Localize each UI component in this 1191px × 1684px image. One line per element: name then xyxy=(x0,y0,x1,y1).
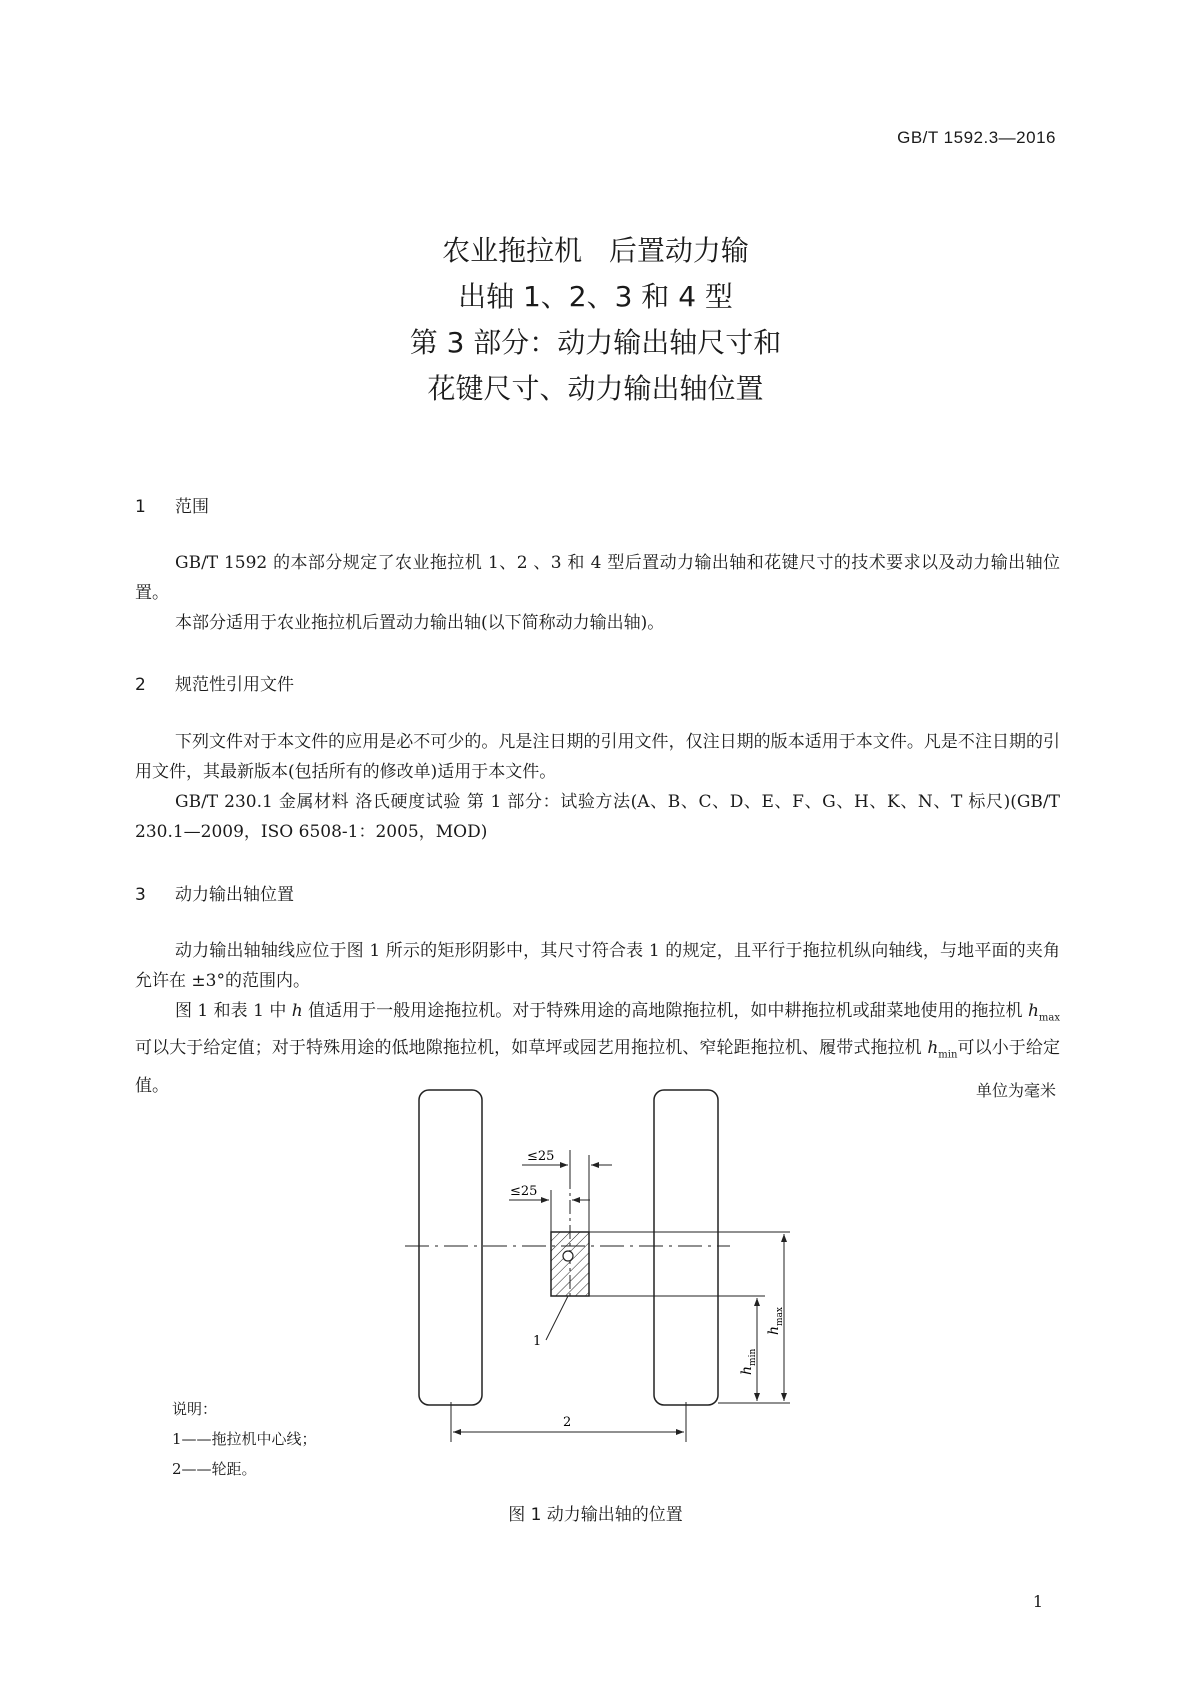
right-wheel xyxy=(654,1090,718,1405)
section-2-reference: GB/T 230.1 金属材料 洛氏硬度试验 第 1 部分：试验方法(A、B、C、D、E、F、G、H、K、N、T 标尺)(GB/T 230.1—2009，ISO 6508-1：2005，MOD) xyxy=(135,792,1060,842)
hmin-subscript: min xyxy=(748,1348,758,1366)
section-3-paragraph-2 xyxy=(135,996,1060,1101)
text-run: 图 1 和表 1 中 xyxy=(175,1001,287,1021)
hmax-subscript: max xyxy=(775,1306,785,1326)
text-run: 可以大于给定值；对于特殊用途的低地隙拖拉机，如草坪或园艺用拖拉机、窄轮距拖拉机、履带式拖拉机 xyxy=(135,1038,922,1059)
legend-item-1: 1——拖拉机中心线； xyxy=(172,1430,317,1448)
callout-1: 1 xyxy=(533,1334,542,1349)
document-title xyxy=(0,228,1191,412)
pto-shaft-center xyxy=(563,1251,573,1261)
legend-item-2: 2——轮距。 xyxy=(172,1460,257,1478)
section-number: 1 xyxy=(135,497,146,517)
hmax-symbol: h xyxy=(766,1325,782,1335)
variable-h: h xyxy=(927,1038,939,1059)
variable-h: h xyxy=(291,1001,303,1021)
section-number: 2 xyxy=(135,675,146,695)
legend-title: 说明： xyxy=(172,1400,218,1418)
dim-top-label: ≤25 xyxy=(527,1149,555,1164)
section-2-heading xyxy=(135,670,294,695)
variable-h: h xyxy=(1027,1001,1039,1021)
section-1-paragraph-2: 本部分适用于农业拖拉机后置动力输出轴(以下简称动力输出轴)。 xyxy=(175,613,665,633)
section-title: 规范性引用文件 xyxy=(175,675,294,695)
left-wheel xyxy=(419,1090,482,1405)
subscript-max: max xyxy=(1038,1012,1061,1024)
leader-line-1 xyxy=(546,1296,568,1340)
figure-caption: 图 1 动力输出轴的位置 xyxy=(508,1505,683,1525)
dim-second-label: ≤25 xyxy=(510,1184,538,1199)
section-title: 范围 xyxy=(175,497,209,517)
text-run: 可以小于给定值。 xyxy=(135,1038,1061,1096)
section-1-heading xyxy=(135,492,209,517)
callout-2: 2 xyxy=(563,1415,572,1430)
section-3-heading xyxy=(135,880,294,905)
section-title: 动力输出轴位置 xyxy=(175,885,294,905)
title-line-3: 第 3 部分：动力输出轴尺寸和 xyxy=(409,326,782,359)
section-2-paragraph-1: 下列文件对于本文件的应用是必不可少的。凡是注日期的引用文件，仅注日期的版本适用于本文件。凡是不注日期的引用文件，其最新版本(包括所有的修改单)适用于本文件。 xyxy=(135,732,1060,782)
section-number: 3 xyxy=(135,885,146,905)
subscript-min: min xyxy=(938,1049,958,1061)
page-number: 1 xyxy=(1032,1592,1043,1611)
title-line-2: 出轴 1、2、3 和 4 型 xyxy=(458,280,733,313)
hmin-label xyxy=(739,1349,758,1375)
standard-code: GB/T 1592.3—2016 xyxy=(897,128,1056,147)
section-3-paragraph-1: 动力输出轴轴线应位于图 1 所示的矩形阴影中，其尺寸符合表 1 的规定，且平行于拖拉机纵向轴线，与地平面的夹角允许在 ±3°的范围内。 xyxy=(135,941,1060,991)
text-run: 值适用于一般用途拖拉机。对于特殊用途的高地隙拖拉机，如中耕拖拉机或甜菜地使用的拖拉机 xyxy=(308,1001,1023,1021)
hmin-symbol: h xyxy=(739,1365,755,1375)
section-1-paragraph-1: GB/T 1592 的本部分规定了农业拖拉机 1、2 、3 和 4 型后置动力输出轴和花键尺寸的技术要求以及动力输出轴位置。 xyxy=(135,553,1060,603)
title-line-4: 花键尺寸、动力输出轴位置 xyxy=(427,372,764,405)
pto-position-zone xyxy=(551,1232,589,1296)
unit-note: 单位为毫米 xyxy=(975,1081,1056,1100)
title-line-1: 农业拖拉机 后置动力输 xyxy=(442,234,749,267)
hmax-label xyxy=(766,1307,785,1335)
